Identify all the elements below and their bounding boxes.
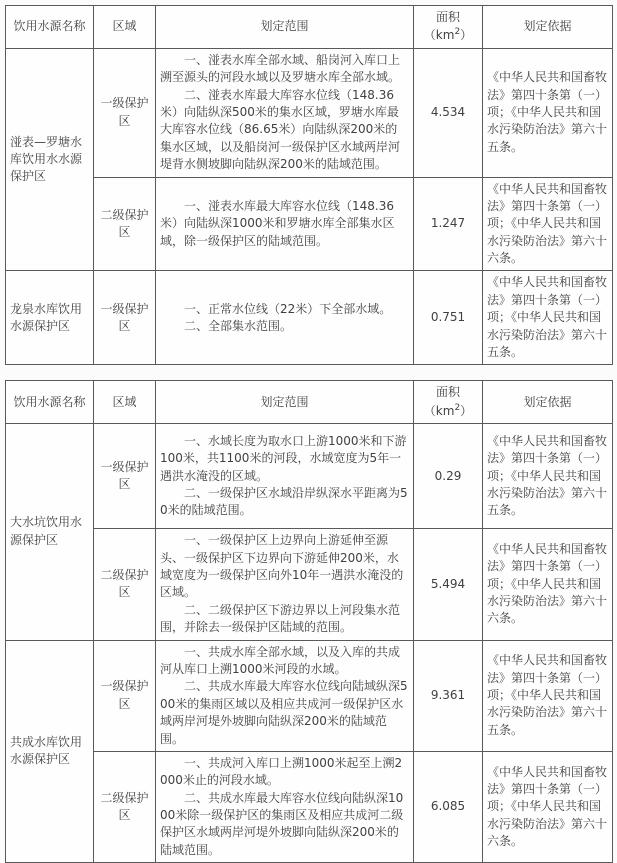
area-cell: 5.494 — [414, 529, 483, 640]
area-cell: 1.247 — [414, 177, 483, 271]
col-header-basis: 划定依据 — [483, 381, 613, 424]
zone-cell: 二级保护区 — [94, 529, 156, 640]
source-name-cell: 共成水库饮用水源保护区 — [6, 640, 94, 863]
scope-paragraph: 一、共成河入库口上溯1000米起至上溯2000米止的河段水域。 — [160, 755, 403, 788]
scope-paragraph: 二、全部集水范围。 — [184, 318, 293, 333]
zone-cell: 二级保护区 — [94, 177, 156, 271]
zone-cell: 一级保护区 — [94, 48, 156, 177]
basis-cell: 《中华人民共和国畜牧法》第四十条第（一）项；《中华人民共和国水污染防治法》第六十五条。 — [483, 424, 613, 529]
table-row — [6, 271, 613, 365]
scope-cell — [156, 751, 414, 862]
scope-paragraph: 一、湴表水库全部水域、船岗河入库口上溯至源头的河段水域以及罗塘水库全部水域。 — [160, 52, 401, 85]
table-row — [6, 529, 613, 640]
table-row — [6, 424, 613, 529]
scope-paragraph: 一、正常水位线（22米）下全部水域。 — [184, 301, 392, 316]
col-header-area — [414, 6, 483, 49]
col-header-scope: 划定范围 — [156, 381, 414, 424]
basis-cell: 《中华人民共和国畜牧法》第四十条第（一）项；《中华人民共和国水污染防治法》第六十六条。 — [483, 529, 613, 640]
area-unit-superscript: 2 — [454, 402, 461, 413]
water-source-table-1 — [5, 5, 613, 365]
source-name-cell: 龙泉水库饮用水源保护区 — [6, 271, 94, 365]
area-unit-suffix: ） — [460, 403, 473, 418]
table-row — [6, 751, 613, 862]
table2-header-row — [6, 381, 613, 424]
area-cell: 4.534 — [414, 48, 483, 177]
scope-cell — [156, 271, 414, 365]
col-header-scope: 划定范围 — [156, 6, 414, 49]
scope-paragraph: 一、一级保护区上边界向上游延伸至源头、一级保护区下边界向下游延伸200米，水域宽度为一级保护区向外10年一遇洪水淹没的区域。 — [160, 533, 404, 600]
area-unit-prefix: （km — [423, 28, 455, 43]
area-unit-prefix: （km — [423, 403, 455, 418]
scope-cell — [156, 424, 414, 529]
scope-paragraph: 一、湴表水库最大库容水位线（148.36米）向陆纵深1000米和罗塘水库全部集水区域，除一级保护区的陆域范围。 — [160, 198, 395, 248]
col-header-source-name: 饮用水源名称 — [6, 381, 94, 424]
zone-cell: 二级保护区 — [94, 751, 156, 862]
table-row — [6, 640, 613, 751]
zone-cell: 一级保护区 — [94, 640, 156, 751]
scope-paragraph: 一、共成水库全部水域，以及入库的共成河从库口上溯1000米河段的水域。 — [160, 644, 401, 676]
area-unit-superscript: 2 — [454, 27, 461, 38]
scope-paragraph: 一、水域长度为取水口上游1000米和下游100米，共1100米的河段，水域宽度为5年一遇洪水淹没的区域。 — [160, 433, 407, 483]
zone-cell: 一级保护区 — [94, 271, 156, 365]
area-label: 面积 — [435, 10, 460, 24]
scope-cell — [156, 640, 414, 751]
scope-cell — [156, 529, 414, 640]
area-cell: 0.751 — [414, 271, 483, 365]
table1-header-row — [6, 6, 613, 49]
zone-cell: 一级保护区 — [94, 424, 156, 529]
scope-paragraph: 二、共成水库最大库容水位线向陆域纵深500米的集雨区域以及相应共成河一级保护区水域两岸河堤外坡脚向陆纵深200米的陆域范围。 — [160, 679, 408, 746]
area-unit-suffix: ） — [460, 28, 473, 43]
source-name-cell: 大水坑饮用水源保护区 — [6, 424, 94, 640]
basis-cell: 《中华人民共和国畜牧法》第四十条第（一）项；《中华人民共和国水污染防治法》第六十五条。 — [483, 271, 613, 365]
table-row — [6, 177, 613, 271]
col-header-zone: 区域 — [94, 381, 156, 424]
col-header-area — [414, 381, 483, 424]
source-name-cell: 湴表—罗塘水库饮用水水源保护区 — [6, 48, 94, 271]
water-source-table-2 — [5, 380, 613, 863]
basis-cell: 《中华人民共和国畜牧法》第四十条第（一）项；《中华人民共和国水污染防治法》第六十六条。 — [483, 177, 613, 271]
table-gap — [5, 365, 612, 380]
basis-cell: 《中华人民共和国畜牧法》第四十条第（一）项；《中华人民共和国水污染防治法》第六十六条。 — [483, 751, 613, 862]
area-cell: 9.361 — [414, 640, 483, 751]
col-header-source-name: 饮用水源名称 — [6, 6, 94, 49]
scope-paragraph: 二、一级保护区水域沿岸纵深水平距离为50米的陆域范围。 — [160, 485, 408, 518]
scope-cell — [156, 48, 414, 177]
table-row — [6, 48, 613, 177]
area-label: 面积 — [435, 385, 460, 400]
col-header-basis: 划定依据 — [483, 6, 613, 49]
scope-paragraph: 二、共成水库最大库容水位线向陆纵深1000米除一级保护区的集雨区及相应共成河二级保护区水域两岸河堤外坡脚向陆纵深200米的陆域范围。 — [160, 790, 404, 857]
area-cell: 0.29 — [414, 424, 483, 529]
basis-cell: 《中华人民共和国畜牧法》第四十条第（一）项；《中华人民共和国水污染防治法》第六十五条。 — [483, 48, 613, 177]
area-cell: 6.085 — [414, 751, 483, 862]
scope-paragraph: 二、湴表水库最大库容水位线（148.36米）向陆纵深500米的集水区域，罗塘水库最大库容水位线（86.65米）向陆纵深200米的集水区域，以及船岗河一级保护区水域两岸河堤背水侧坡脚向陆纵深200米的陆域范围。 — [160, 87, 401, 172]
scope-paragraph: 二、二级保护区下游边界以上河段集水范围，并除去一级保护区陆域的范围。 — [160, 602, 401, 635]
scope-cell — [156, 177, 414, 271]
col-header-zone: 区域 — [94, 6, 156, 49]
basis-cell: 《中华人民共和国畜牧法》第四十条第（一）项；《中华人民共和国水污染防治法》第六十五条。 — [483, 640, 613, 751]
